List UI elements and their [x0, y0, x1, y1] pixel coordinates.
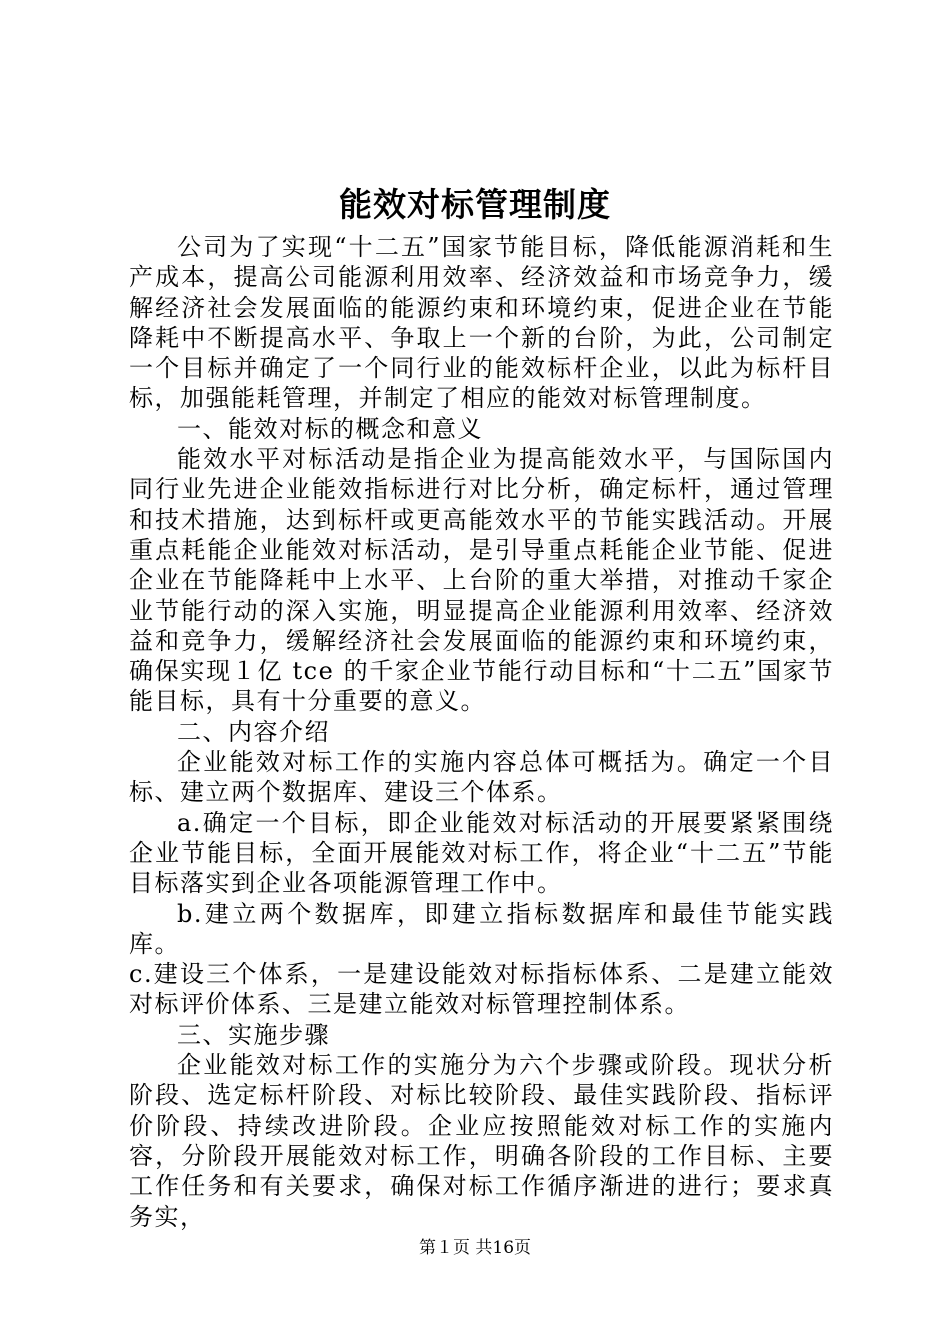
- section-heading-1: 一、能效对标的概念和意义: [177, 414, 483, 443]
- document-title: 能效对标管理制度: [339, 185, 611, 224]
- paragraph-steps: 企业能效对标工作的实施分为六个步骤或阶段。现状分析阶段、选定标杆阶段、对标比较阶段、最佳实践阶段、指标评价阶段、持续改进阶段。企业应按照能效对标工作的实施内容，分阶段开展能效对标工作，明确各阶段的工作目标、主要工作任务和有关要求，确保对标工作循序渐进的进行；要求真务实，: [129, 1051, 834, 1231]
- paragraph-item-b: b.建立两个数据库，即建立指标数据库和最佳节能实践库。: [129, 899, 834, 958]
- page-footer: 第１页 共16页: [418, 1238, 532, 1258]
- section-heading-2: 二、内容介绍: [177, 717, 330, 746]
- paragraph-content-summary: 企业能效对标工作的实施内容总体可概括为。确定一个目标、建立两个数据库、建设三个体系。: [129, 748, 834, 807]
- paragraph-item-c: c.建设三个体系，一是建设能效对标指标体系、二是建立能效对标评价体系、三是建立能效对标管理控制体系。: [129, 960, 834, 1019]
- paragraph-concept: 能效水平对标活动是指企业为提高能效水平，与国际国内同行业先进企业能效指标进行对比分析，确定标杆，通过管理和技术措施，达到标杆或更高能效水平的节能实践活动。开展重点耗能企业能效对标活动，是引导重点耗能企业节能、促进企业在节能降耗中上水平、上台阶的重大举措，对推动千家企业节能行动的深入实施，明显提高企业能源利用效率、经济效益和竞争力，缓解经济社会发展面临的能源约束和环境约束，确保实现１亿 tce 的千家企业节能行动目标和“十二五”国家节能目标，具有十分重要的意义。: [129, 445, 834, 716]
- paragraph-intro: 公司为了实现“十二五”国家节能目标，降低能源消耗和生产成本，提高公司能源利用效率、经济效益和市场竞争力，缓解经济社会发展面临的能源约束和环境约束，促进企业在节能降耗中不断提高水平、争取上一个新的台阶，为此，公司制定一个目标并确定了一个同行业的能效标杆企业，以此为标杆目标，加强能耗管理，并制定了相应的能效对标管理制度。: [129, 233, 834, 413]
- paragraph-item-a: a.确定一个目标，即企业能效对标活动的开展要紧紧围绕企业节能目标，全面开展能效对标工作，将企业“十二五”节能目标落实到企业各项能源管理工作中。: [129, 808, 834, 898]
- document-body: [129, 232, 834, 1232]
- section-heading-3: 三、实施步骤: [177, 1020, 330, 1049]
